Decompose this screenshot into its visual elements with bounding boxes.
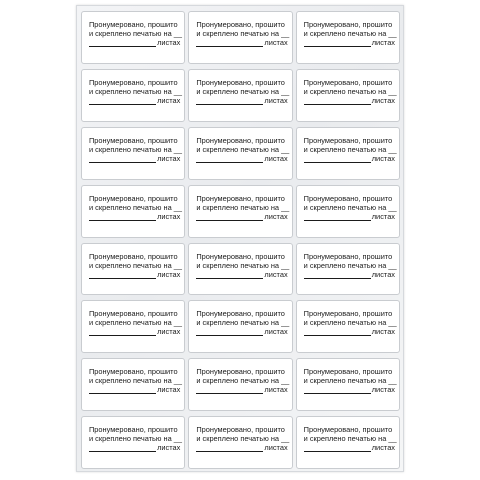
label-sticker [81,243,185,296]
label-line-3 [89,270,180,279]
label-line-1: Пронумеровано, прошито [196,77,285,87]
label-sheet [76,5,404,472]
label-line-2: и скреплено печатью на __ [303,144,397,154]
label-line-3 [304,212,395,221]
label-sticker [296,300,400,353]
label-sticker [296,416,400,469]
blank-rule [89,39,156,47]
label-line-2: и скреплено печатью на __ [196,260,290,270]
label-line-2: и скреплено печатью на __ [303,318,397,328]
label-line-2: и скреплено печатью на __ [303,29,397,38]
label-line-3-text: листах [157,443,181,453]
blank-rule [196,97,263,105]
label-sticker [81,416,185,469]
label-line-3-text: листах [157,153,181,163]
label-line-3-text: листах [264,385,288,395]
label-line-1: Пронумеровано, прошито [89,309,178,319]
label-line-3 [196,38,287,47]
label-sticker [188,11,292,64]
blank-rule [89,444,156,452]
label-line-1: Пронумеровано, прошито [89,135,178,145]
label-line-1: Пронумеровано, прошито [196,135,285,145]
label-line-3 [304,443,395,452]
blank-rule [196,271,263,279]
label-line-2: и скреплено печатью на __ [89,86,182,96]
label-line-2: и скреплено печатью на __ [196,29,290,38]
label-line-3 [304,270,395,279]
label-sticker [81,127,185,180]
label-line-2: и скреплено печатью на __ [89,144,182,154]
blank-rule [304,39,371,47]
label-line-3-text: листах [264,211,288,221]
label-line-3-text: листах [371,327,395,337]
label-line-3 [304,385,395,394]
label-line-3 [89,212,180,221]
label-line-3 [89,327,180,336]
blank-rule [304,271,371,279]
blank-rule [89,271,156,279]
label-sticker [81,69,185,122]
label-line-3-text: листах [264,327,288,337]
label-line-3-text: листах [264,269,288,279]
label-sticker [188,243,292,296]
label-line-3-text: листах [371,269,395,279]
label-sticker [188,358,292,411]
label-sticker [188,69,292,122]
label-line-3-text: листах [157,211,181,221]
label-line-3 [304,96,395,105]
blank-rule [304,386,371,394]
blank-rule [89,386,156,394]
label-line-1: Пронумеровано, прошито [89,193,178,203]
label-line-1: Пронумеровано, прошито [196,367,285,377]
label-sticker [296,243,400,296]
label-sticker [188,300,292,353]
label-line-3-text: листах [371,443,395,453]
label-sticker [296,11,400,64]
label-line-3-text: листах [371,211,395,221]
label-line-3 [196,154,287,163]
label-line-1: Пронумеровано, прошито [303,20,393,29]
label-line-2: и скреплено печатью на __ [196,318,290,328]
label-line-3 [196,270,287,279]
blank-rule [196,39,263,47]
label-sticker [188,416,292,469]
label-line-3 [89,38,180,47]
label-line-2: и скреплено печатью на __ [303,260,397,270]
label-line-3 [196,443,287,452]
label-line-1: Пронумеровано, прошито [303,251,393,261]
label-sticker [296,69,400,122]
label-line-3-text: листах [157,327,181,337]
label-line-3 [304,38,395,47]
label-line-2: и скреплено печатью на __ [89,202,182,212]
label-line-3-text: листах [157,95,181,105]
blank-rule [304,444,371,452]
label-line-2: и скреплено печатью на __ [196,144,290,154]
label-line-1: Пронумеровано, прошито [196,193,285,203]
label-line-3-text: листах [371,95,395,105]
label-line-1: Пронумеровано, прошито [303,367,393,377]
label-line-1: Пронумеровано, прошито [89,425,178,435]
label-line-3 [196,212,287,221]
label-line-2: и скреплено печатью на __ [89,260,182,270]
label-line-1: Пронумеровано, прошито [89,251,178,261]
label-sticker [296,127,400,180]
label-line-2: и скреплено печатью на __ [303,202,397,212]
label-line-2: и скреплено печатью на __ [89,29,182,38]
label-line-2: и скреплено печатью на __ [196,434,290,444]
blank-rule [196,386,263,394]
label-line-2: и скреплено печатью на __ [89,434,182,444]
label-sticker [296,358,400,411]
label-line-3-text: листах [157,269,181,279]
label-line-1: Пронумеровано, прошито [303,193,393,203]
label-sticker [81,185,185,238]
label-line-3 [196,327,287,336]
blank-rule [304,97,371,105]
blank-rule [89,97,156,105]
label-line-3-text: листах [157,385,181,395]
label-line-2: и скреплено печатью на __ [196,376,290,386]
label-line-3 [89,385,180,394]
label-line-1: Пронумеровано, прошито [89,367,178,377]
label-line-3-text: листах [371,385,395,395]
label-line-1: Пронумеровано, прошито [303,77,393,87]
label-line-3 [304,154,395,163]
blank-rule [304,155,371,163]
blank-rule [196,213,263,221]
blank-rule [196,155,263,163]
label-sticker [81,11,185,64]
label-line-3-text: листах [371,38,395,47]
blank-rule [196,328,263,336]
label-line-2: и скреплено печатью на __ [89,318,182,328]
label-line-1: Пронумеровано, прошито [196,309,285,319]
label-line-3-text: листах [371,153,395,163]
label-line-2: и скреплено печатью на __ [303,434,397,444]
blank-rule [89,213,156,221]
label-line-3 [89,154,180,163]
label-line-2: и скреплено печатью на __ [89,376,182,386]
label-line-1: Пронумеровано, прошито [303,135,393,145]
label-line-3 [196,96,287,105]
label-sticker [81,358,185,411]
label-line-2: и скреплено печатью на __ [303,86,397,96]
blank-rule [196,444,263,452]
blank-rule [89,155,156,163]
label-line-2: и скреплено печатью на __ [303,376,397,386]
label-sticker [188,185,292,238]
label-line-1: Пронумеровано, прошито [303,309,393,319]
label-line-2: и скреплено печатью на __ [196,86,290,96]
label-line-3-text: листах [157,38,181,47]
label-sticker [296,185,400,238]
blank-rule [304,328,371,336]
label-line-3 [196,385,287,394]
blank-rule [89,328,156,336]
label-line-1: Пронумеровано, прошито [89,20,178,29]
label-line-1: Пронумеровано, прошито [196,251,285,261]
label-line-3-text: листах [264,153,288,163]
label-line-1: Пронумеровано, прошито [196,20,285,29]
blank-rule [304,213,371,221]
label-line-1: Пронумеровано, прошито [303,425,393,435]
label-sticker [188,127,292,180]
label-line-3-text: листах [264,443,288,453]
label-line-1: Пронумеровано, прошито [196,425,285,435]
label-grid [81,11,400,469]
label-line-2: и скреплено печатью на __ [196,202,290,212]
label-line-3-text: листах [264,38,288,47]
label-sticker [81,300,185,353]
label-line-1: Пронумеровано, прошито [89,77,178,87]
label-line-3 [304,327,395,336]
label-line-3 [89,443,180,452]
label-line-3-text: листах [264,95,288,105]
label-line-3 [89,96,180,105]
